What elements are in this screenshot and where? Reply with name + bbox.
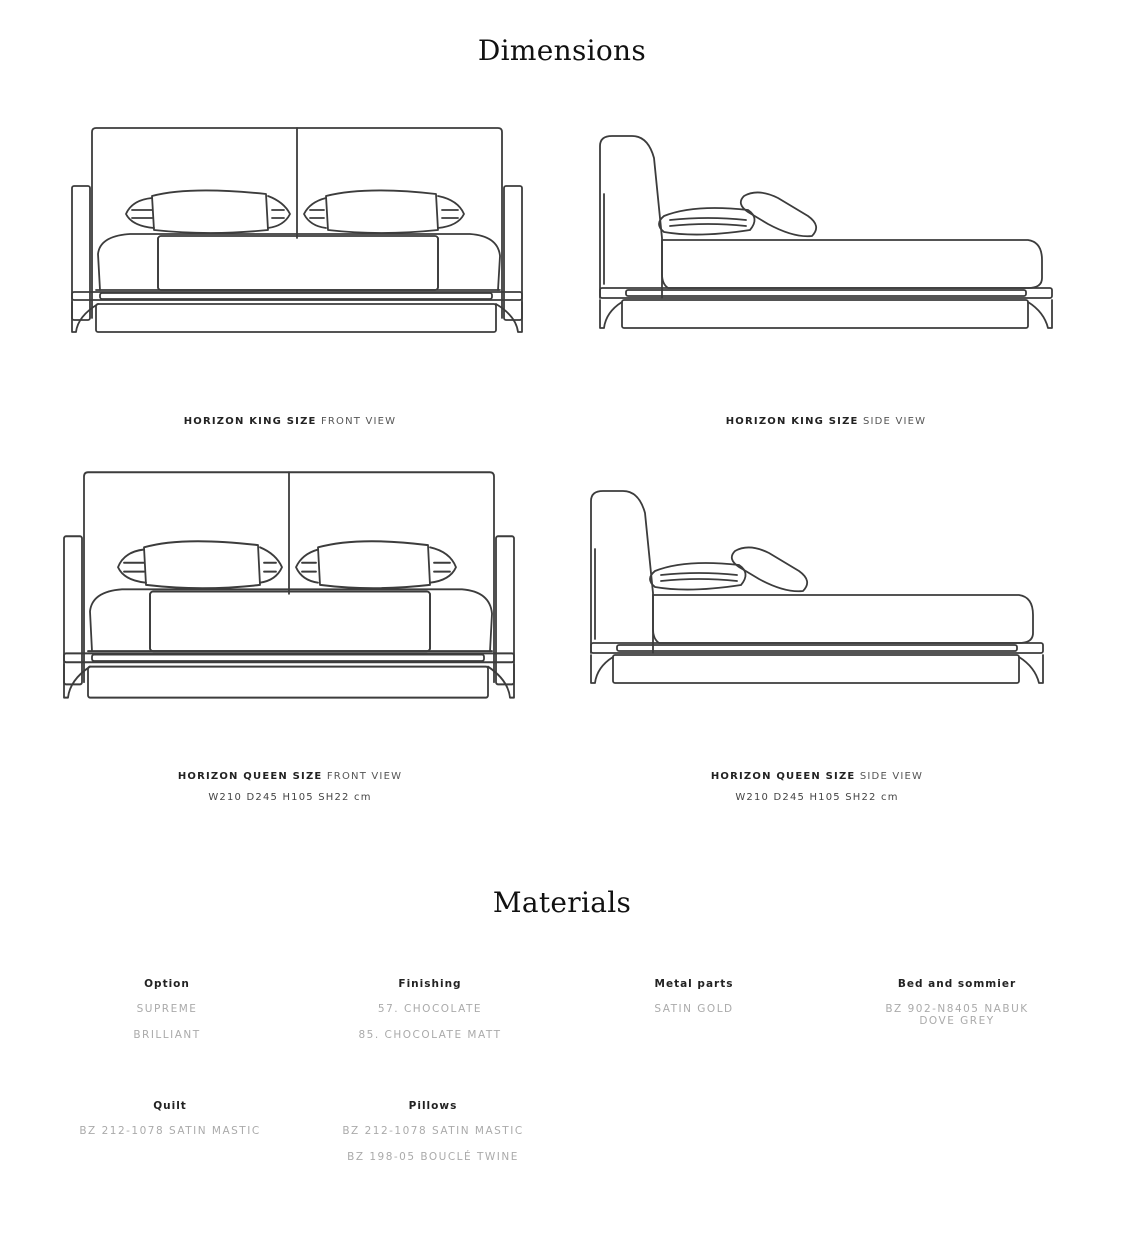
material-value: BZ 198-05 BOUCLÉ TWINE [347,1151,519,1163]
bed-front-view-drawing [70,126,526,336]
material-group-title: Quilt [153,1100,187,1112]
material-group-title: Option [144,978,190,990]
bed-front-view-drawing [62,470,518,702]
material-value: SATIN GOLD [654,1003,734,1015]
material-value: BRILLIANT [133,1029,201,1041]
materials-heading: Materials [492,886,632,919]
bed-side-view-drawing [598,134,1054,332]
material-group-finishing [330,977,530,1055]
material-group-title: Metal parts [654,978,734,990]
caption-name: HORIZON KING SIZE [183,416,317,427]
caption-queen-front [60,771,520,783]
dimensions-text: W210 D245 H105 SH22 cm [208,792,372,803]
material-value: BZ 212-1078 SATIN MASTIC [79,1125,261,1137]
material-group-title: Finishing [398,978,462,990]
caption-king-front [60,416,520,428]
material-value: 85. CHOCOLATE MATT [358,1029,502,1041]
caption-view: SIDE VIEW [859,771,924,782]
caption-king-side [596,416,1056,428]
material-group-title: Bed and sommier [897,978,1017,990]
caption-view: SIDE VIEW [862,416,927,427]
material-group-option [67,977,267,1055]
material-value: 57. CHOCOLATE [377,1003,483,1015]
material-value: BZ 212-1078 SATIN MASTIC [342,1125,524,1137]
dimensions-heading: Dimensions [477,34,647,67]
caption-name: HORIZON KING SIZE [725,416,859,427]
material-value: BZ 902-N8405 NABUK DOVE GREY [885,1003,1029,1027]
dimensions-text: W210 D245 H105 SH22 cm [735,792,899,803]
material-group-bed-and-sommier [857,977,1057,1041]
material-group-pillows [333,1099,533,1177]
material-value: SUPREME [136,1003,198,1015]
caption-view: FRONT VIEW [326,771,403,782]
caption-queen-side [587,771,1047,783]
material-group-title: Pillows [408,1100,458,1112]
caption-view: FRONT VIEW [320,416,397,427]
caption-name: HORIZON QUEEN SIZE [177,771,323,782]
bed-side-view-drawing [589,489,1045,687]
material-group-quilt [70,1099,270,1151]
caption-name: HORIZON QUEEN SIZE [710,771,856,782]
material-group-metal-parts [594,977,794,1029]
